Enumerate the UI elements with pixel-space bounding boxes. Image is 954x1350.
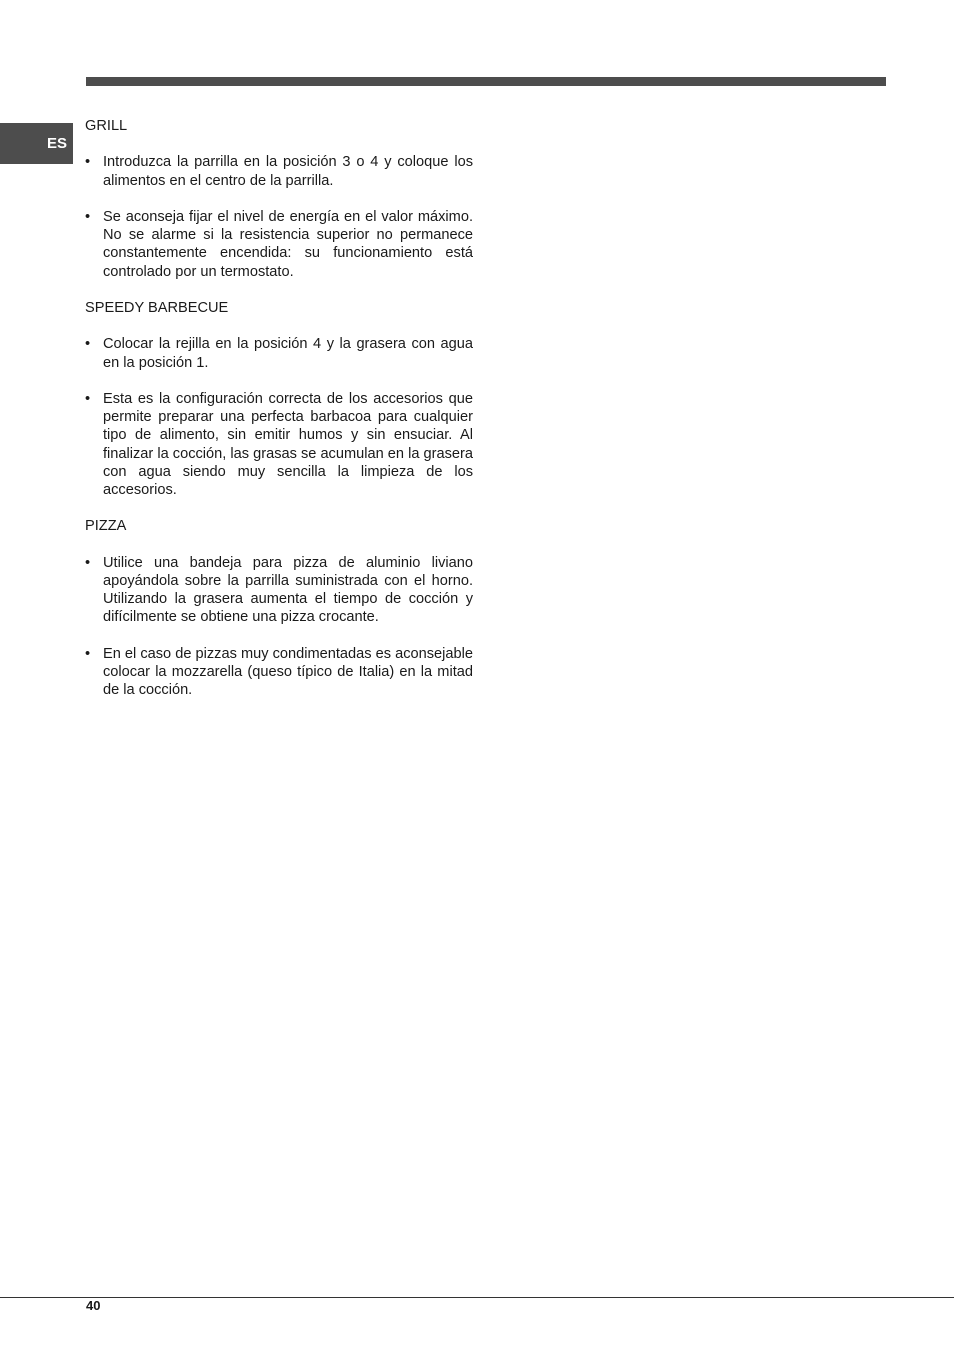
grill-list xyxy=(85,153,473,280)
list-item-text: Se aconseja fijar el nivel de energía en el valor máximo. No se alarme si la resistencia superior no permanece constantemente encendida: su funcionamiento está controlado por un termostato. xyxy=(103,208,473,280)
main-content xyxy=(85,117,473,699)
list-item xyxy=(85,153,473,189)
bullet-icon: • xyxy=(85,390,91,407)
list-item-text: Utilice una bandeja para pizza de aluminio liviano apoyándola sobre la parrilla suministrada con el horno. Utilizando la grasera aumenta el tiempo de cocción y difícilmente se obtiene una pizza crocante. xyxy=(103,554,473,626)
section-heading-speedy-barbecue: SPEEDY BARBECUE xyxy=(85,299,229,316)
bullet-icon: • xyxy=(85,336,91,353)
list-item-text: Colocar la rejilla en la posición 4 y la grasera con agua en la posición 1. xyxy=(103,336,473,371)
section-heading-pizza: PIZZA xyxy=(85,518,127,535)
bullet-icon: • xyxy=(85,554,91,571)
list-item xyxy=(85,554,473,627)
language-tab: ES xyxy=(0,123,73,164)
bullet-icon: • xyxy=(85,645,91,662)
pizza-list xyxy=(85,554,473,700)
footer-rule xyxy=(0,1297,954,1298)
list-item xyxy=(85,208,473,281)
bullet-icon: • xyxy=(85,208,91,225)
list-item xyxy=(85,645,473,700)
list-item xyxy=(85,335,473,371)
list-item-text: Esta es la configuración correcta de los accesorios que permite preparar una perfecta barbacoa para cualquier tipo de alimento, sin emitir humos y sin ensuciar. Al finalizar la cocción, las grasas se acumulan en la grasera con agua siendo muy sencilla la limpieza de los accesorios. xyxy=(103,390,473,498)
page-number: 40 xyxy=(86,1298,101,1313)
list-item-text: Introduzca la parrilla en la posición 3 o 4 y coloque los alimentos en el centro de la parrilla. xyxy=(103,154,473,189)
list-item xyxy=(85,390,473,499)
list-item-text: En el caso de pizzas muy condimentadas es aconsejable colocar la mozzarella (queso típico de Italia) en la mitad de la cocción. xyxy=(103,645,473,699)
speedy-barbecue-list xyxy=(85,335,473,499)
bullet-icon: • xyxy=(85,154,91,171)
header-rule xyxy=(86,77,886,86)
section-heading-grill: GRILL xyxy=(85,118,128,134)
